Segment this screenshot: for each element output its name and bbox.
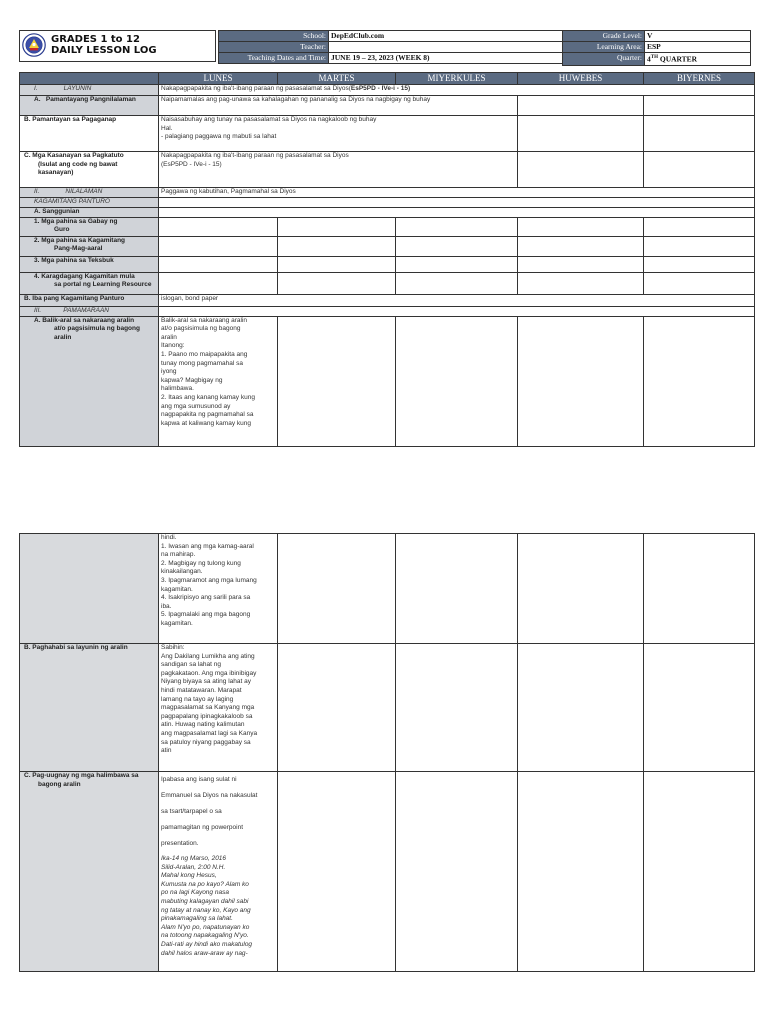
lesson-log-title: GRADES 1 to 12 DAILY LESSON LOG bbox=[51, 34, 157, 56]
pag-uugnay-label: C. Pag-uugnay ng mga halimbawa sa bagong aralin bbox=[20, 772, 159, 972]
kagamitang-panturo-label: KAGAMITANG PANTURO bbox=[20, 198, 159, 208]
layunin-value: Nakapagpapakita ng iba't-ibang paraan ng pasasalamat sa Diyos(EsP5PD - IVe-i - 15) bbox=[159, 85, 755, 96]
iba-pang-kagamitan-label: B. Iba pang Kagamitang Panturo bbox=[20, 294, 159, 306]
teacher-value bbox=[329, 42, 563, 53]
grade-label: Grade Level: bbox=[563, 31, 645, 42]
pag-uugnay-value: Ipabasa ang isang sulat ni Emmanuel sa Diyos na nakasulat sa tsart/tarpapel o sa pamamagitan ng powerpoint presentation. Ika-14 ng Marso, 2016 Silid-Aralan, 2:00 N.H. Mahal kong Hesus, Kumusta na po kayo? Alam ko po na lagi Kayong nasa mabuting kalagayan dahil sabi ng tatay at nanay ko, Kayo ang pinakamagaling sa lahat. Alam N'yo po, napatunayan ko na totoong napakagaling N'yo. Dati-rati ay hindi ako makatulog dahil halos araw-araw ay nag- bbox=[159, 772, 278, 972]
info-table-right bbox=[562, 30, 751, 66]
lesson-table-page2 bbox=[19, 533, 755, 972]
paghahabi-value: Sabihin: Ang Dakilang Lumikha ang ating sandigan sa lahat ng pagkakataon. Ang mga ibinibigay Niyang biyaya sa ating lahat ay hindi matatawaran. Marapat lamang na tayo ay laging magpasalamat sa Kanyang mga pagpapalang ipinagkakaloob sa atin. Huwag nating kalimutan ang magpasalamat lagi sa Kanya sa patuloy niyang paggabay sa atin bbox=[159, 644, 278, 772]
nilalaman-value: Paggawa ng kabutihan, Pagmamahal sa Diyos bbox=[159, 188, 755, 198]
dates-label: Teaching Dates and Time: bbox=[219, 53, 329, 64]
gabay-guro-label: 1. Mga pahina sa Gabay ng Guro bbox=[20, 217, 159, 236]
kasanayan-value: Nakapagpapakita ng iba't-ibang paraan ng pasasalamat sa Diyos (EsP5PD - IVe-i - 15) bbox=[159, 152, 518, 188]
kagamitang-mag-aaral-label: 2. Mga pahina sa Kagamitang Pang-Mag-aaral bbox=[20, 236, 159, 256]
pamantayang-pangnilalaman-label: A. Pamantayang Pangnilalaman bbox=[20, 96, 159, 116]
school-label: School: bbox=[219, 31, 329, 42]
day-header-monday: LUNES bbox=[159, 73, 278, 85]
day-header-tuesday: MARTES bbox=[278, 73, 396, 85]
pamamaraan-label: III. PAMAMARAAN bbox=[20, 306, 159, 316]
karagdagang-kagamitan-label: 4. Karagdagang Kagamitan mula sa portal ng Learning Resource bbox=[20, 272, 159, 294]
layunin-label: I. LAYUNIN bbox=[20, 85, 159, 96]
kasanayan-label: C. Mga Kasanayan sa Pagkatuto (Isulat ang code ng bawat kasanayan) bbox=[20, 152, 159, 188]
day-header-friday: BIYERNES bbox=[644, 73, 755, 85]
area-value: ESP bbox=[645, 42, 751, 53]
teksbuk-label: 3. Mga pahina sa Teksbuk bbox=[20, 256, 159, 272]
quarter-value: 4TH QUARTER bbox=[645, 53, 751, 66]
info-table-left bbox=[218, 30, 563, 64]
paghahabi-label: B. Paghahabi sa layunin ng aralin bbox=[20, 644, 159, 772]
sanggunian-label: A. Sanggunian bbox=[20, 208, 159, 218]
dates-value: JUNE 19 – 23, 2023 (WEEK 8) bbox=[329, 53, 563, 64]
nilalaman-label: II. NILALAMAN bbox=[20, 188, 159, 198]
pamantayang-pangnilalaman-value: Naipamamalas ang pag-unawa sa kahalagahan ng pananalig sa Diyos na nagbigay ng buhay bbox=[159, 96, 518, 116]
iba-pang-kagamitan-value: islogan, bond paper bbox=[159, 294, 755, 306]
pamantayan-sa-pagaganap-value: Naisasabuhay ang tunay na pasasalamat sa Diyos na nagkaloob ng buhay Hal. - palagiang paggawa ng mabuti sa lahat bbox=[159, 116, 518, 152]
balik-aral-continued-value: hindi. 1. Iwasan ang mga kamag-aaral na mahirap. 2. Magbigay ng tulong kung kinakailangan. 3. Ipagmaramot ang mga lumang kagamitan. 4. Isakripisyo ang sarili para sa iba. 5. Ipagmalaki ang mga bagong kagamitan. bbox=[159, 534, 278, 644]
pamantayan-sa-pagaganap-label: B. Pamantayan sa Pagaganap bbox=[20, 116, 159, 152]
continued-label bbox=[20, 534, 159, 644]
lesson-table-page1 bbox=[19, 72, 755, 447]
teacher-label: Teacher: bbox=[219, 42, 329, 53]
deped-seal-icon bbox=[22, 33, 46, 57]
balik-aral-label: A. Balik-aral sa nakaraang aralin at/o pagsisimula ng bagong aralin bbox=[20, 316, 159, 446]
area-label: Learning Area: bbox=[563, 42, 645, 53]
balik-aral-value: Balik-aral sa nakaraang aralin at/o pagsisimula ng bagong aralin Itanong: 1. Paano mo maipapakita ang tunay mong pagmamahal sa iyong kapwa? Magbigay ng halimbawa. 2. Itaas ang kanang kamay kung ang mga sumusunod ay nagpapakita ng pagmamahal sa kapwa at kaliwang kamay kung bbox=[159, 316, 278, 446]
school-value: DepEdClub.com bbox=[329, 31, 563, 42]
corner-header bbox=[20, 73, 159, 85]
quarter-label: Quarter: bbox=[563, 53, 645, 66]
grade-value: V bbox=[645, 31, 751, 42]
day-header-thursday: HUWEBES bbox=[518, 73, 644, 85]
day-header-wednesday: MIYERKULES bbox=[396, 73, 518, 85]
